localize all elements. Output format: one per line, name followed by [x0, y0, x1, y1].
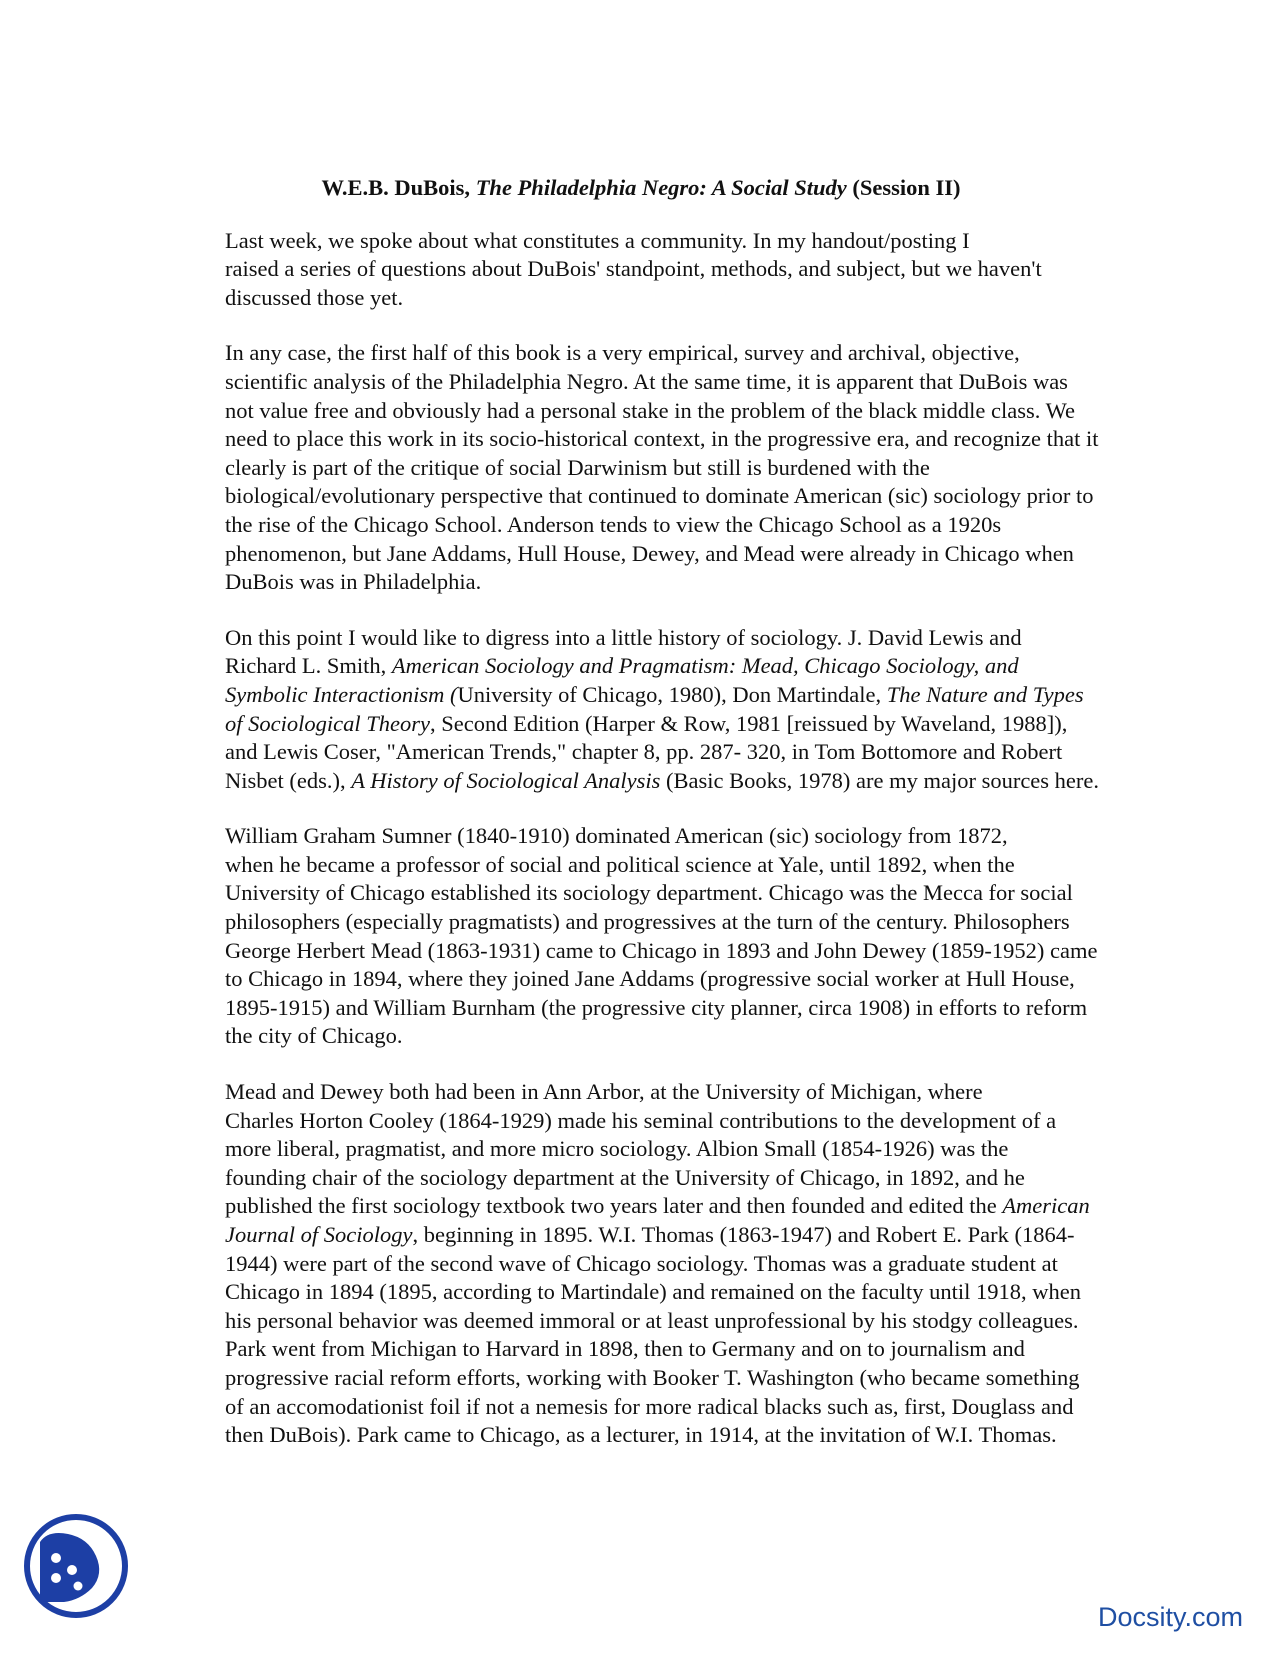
text-segment: scientific analysis of the Philadelphia Negro. At the same time, it is apparent that DuBois was — [225, 368, 1068, 394]
text-line — [150, 767, 1132, 796]
text-segment: biological/evolutionary perspective that continued to dominate American (sic) sociology prior to — [225, 483, 1094, 509]
text-segment: when he became a professor of social and political science at Yale, until 1892, when the — [225, 851, 1015, 877]
text-line — [150, 1421, 1132, 1450]
text-segment: On this point I would like to digress into a little history of sociology. J. David Lewis and — [225, 624, 1022, 650]
paragraph — [150, 624, 1132, 796]
text-line — [150, 368, 1132, 397]
text-segment: raised a series of questions about DuBois' standpoint, methods, and subject, but we haven't — [225, 256, 1042, 282]
italic-text: of Sociological Theory — [225, 710, 430, 736]
text-line — [150, 1307, 1132, 1336]
text-line — [150, 851, 1132, 880]
text-line — [150, 1135, 1132, 1164]
text-segment: Chicago in 1894 (1895, according to Martindale) and remained on the faculty until 1918, when — [225, 1279, 1082, 1305]
text-line — [150, 1164, 1132, 1193]
text-segment: , Second Edition (Harper & Row, 1981 [reissued by Waveland, 1988]), — [429, 710, 1068, 736]
text-segment: George Herbert Mead (1863-1931) came to Chicago in 1893 and John Dewey (1859-1952) came — [225, 937, 1098, 963]
text-segment: 1895-1915) and William Burnham (the progressive city planner, circa 1908) in efforts to reform — [225, 994, 1088, 1020]
text-line — [150, 1078, 1132, 1107]
text-line — [150, 1335, 1132, 1364]
text-segment: Mead and Dewey both had been in Ann Arbor, at the University of Michigan, where — [225, 1079, 983, 1105]
text-segment: University of Chicago established its sociology department. Chicago was the Mecca for social — [225, 880, 1073, 906]
text-line — [150, 339, 1132, 368]
paragraph — [150, 339, 1132, 596]
text-segment: phenomenon, but Jane Addams, Hull House, Dewey, and Mead were already in Chicago when — [225, 540, 1074, 566]
text-line — [150, 568, 1132, 597]
text-line — [150, 227, 1132, 256]
text-line — [150, 284, 1132, 313]
text-segment: Richard L. Smith, — [225, 653, 392, 679]
text-segment: DuBois was in Philadelphia. — [225, 569, 482, 595]
docsity-logo-icon[interactable] — [22, 1512, 130, 1620]
text-segment: discussed those yet. — [225, 284, 404, 310]
italic-text: American — [1002, 1193, 1090, 1219]
text-line — [150, 1192, 1132, 1221]
docsity-brand-link[interactable]: Docsity.com — [1098, 1602, 1244, 1632]
text-line — [150, 540, 1132, 569]
text-line — [150, 454, 1132, 483]
paragraph — [150, 822, 1132, 1051]
text-line — [150, 1107, 1132, 1136]
text-segment: the city of Chicago. — [225, 1023, 403, 1049]
document-title — [150, 174, 1132, 203]
text-segment: (Basic Books, 1978) are my major sources here. — [660, 767, 1100, 793]
text-segment: William Graham Sumner (1840-1910) dominated American (sic) sociology from 1872, — [225, 823, 1008, 849]
text-segment: his personal behavior was deemed immoral or at least unprofessional by his stodgy colleagues. — [225, 1307, 1079, 1333]
title-work: The Philadelphia Negro: A Social Study — [475, 175, 847, 200]
title-author: W.E.B. DuBois, — [321, 175, 471, 200]
text-line — [150, 822, 1132, 851]
text-segment: clearly is part of the critique of social Darwinism but still is burdened with the — [225, 454, 930, 480]
text-line — [150, 879, 1132, 908]
text-segment: the rise of the Chicago School. Anderson tends to view the Chicago School as a 1920s — [225, 511, 1002, 537]
text-line — [150, 1022, 1132, 1051]
text-segment: and Lewis Coser, "American Trends," chapter 8, pp. 287- 320, in Tom Bottomore and Robert — [225, 739, 1063, 765]
italic-text: The Nature and Types — [886, 681, 1084, 707]
text-segment: then DuBois). Park came to Chicago, as a lecturer, in 1914, at the invitation of W.I. Thomas. — [225, 1422, 1057, 1448]
text-line — [150, 1364, 1132, 1393]
title-session: (Session II) — [852, 175, 961, 200]
text-segment: philosophers (especially pragmatists) and progressives at the turn of the century. Philosophers — [225, 909, 1070, 935]
text-line — [150, 965, 1132, 994]
text-line — [150, 652, 1132, 681]
text-segment: Park went from Michigan to Harvard in 1898, then to Germany and on to journalism and — [225, 1336, 1025, 1362]
text-segment: need to place this work in its socio-historical context, in the progressive era, and recognize that it — [225, 426, 1099, 452]
text-line — [150, 255, 1132, 284]
text-segment: progressive racial reform efforts, working with Booker T. Washington (who became something — [225, 1364, 1080, 1390]
document-body — [150, 174, 1132, 1477]
text-segment: , beginning in 1895. W.I. Thomas (1863-1947) and Robert E. Park (1864- — [412, 1222, 1075, 1247]
text-line — [150, 738, 1132, 767]
text-segment: Charles Horton Cooley (1864-1929) made his seminal contributions to the development of a — [225, 1107, 1057, 1133]
text-line — [150, 425, 1132, 454]
text-line — [150, 1250, 1132, 1279]
text-segment: more liberal, pragmatist, and more micro sociology. Albion Small (1854-1926) was the — [225, 1136, 1009, 1162]
italic-text: A History of Sociological Analysis — [351, 767, 661, 793]
text-line — [150, 1278, 1132, 1307]
text-segment: not value free and obviously had a personal stake in the problem of the black middle class. We — [225, 397, 1076, 423]
text-segment: In any case, the first half of this book is a very empirical, survey and archival, objective, — [225, 340, 1020, 366]
text-segment: to Chicago in 1894, where they joined Jane Addams (progressive social worker at Hull House, — [225, 966, 1075, 992]
italic-text: Symbolic Interactionism ( — [225, 681, 458, 707]
text-line — [150, 482, 1132, 511]
text-line — [150, 681, 1132, 710]
text-segment: founding chair of the sociology department at the University of Chicago, in 1892, and he — [225, 1164, 1025, 1190]
text-segment: published the first sociology textbook two years later and then founded and edited the — [225, 1193, 1003, 1219]
text-line — [150, 1221, 1132, 1250]
text-segment: of an accomodationist foil if not a nemesis for more radical blacks such as, first, Douglass and — [225, 1393, 1074, 1419]
text-line — [150, 624, 1132, 653]
italic-text: Journal of Sociology — [225, 1222, 413, 1247]
text-line — [150, 397, 1132, 426]
paragraph — [150, 227, 1132, 313]
document-paragraphs — [150, 227, 1132, 1450]
italic-text: American Sociology and Pragmatism: Mead, Chicago Sociology, and — [391, 653, 1019, 679]
text-segment: Nisbet (eds.), — [225, 767, 352, 793]
text-segment: Last week, we spoke about what constitutes a community. In my handout/posting I — [225, 227, 970, 253]
text-line — [150, 908, 1132, 937]
text-line — [150, 937, 1132, 966]
paragraph — [150, 1078, 1132, 1450]
text-line — [150, 1393, 1132, 1422]
text-segment: University of Chicago, 1980), Don Martindale, — [457, 681, 887, 707]
text-line — [150, 994, 1132, 1023]
text-line — [150, 511, 1132, 540]
text-line — [150, 710, 1132, 739]
text-segment: 1944) were part of the second wave of Chicago sociology. Thomas was a graduate student at — [225, 1250, 1058, 1276]
